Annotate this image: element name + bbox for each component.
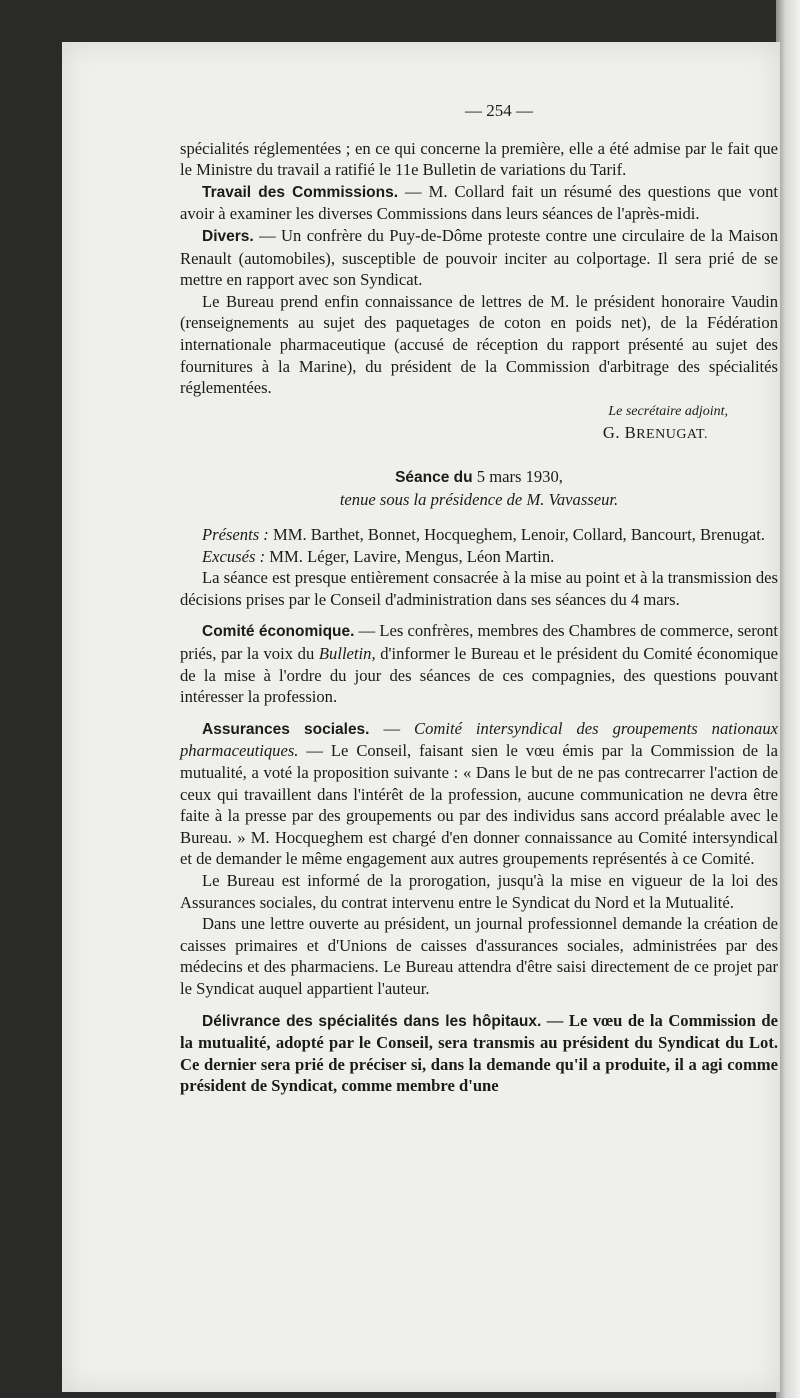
dash: —	[369, 718, 415, 738]
presents-text: MM. Barthet, Bonnet, Hocqueghem, Lenoir, Collard, Bancourt, Brenugat.	[268, 525, 765, 545]
session-title-bold: Séance du	[395, 468, 473, 486]
excuses-text: MM. Léger, Lavire, Mengus, Léon Martin.	[265, 546, 555, 566]
paragraph-text: — Un confrère du Puy-de-Dôme proteste contre une circulaire de la Maison Renault (automobiles), susceptible de pouvoir inciter au colportage. Il sera prié de se mettre en rapport avec son Syndicat.	[180, 225, 778, 290]
paragraph-excuses	[180, 546, 778, 568]
session-title-date: 5 mars 1930,	[472, 466, 563, 486]
paragraph-lettre: Dans une lettre ouverte au président, un journal professionnel demande la création de caisses primaires et d'Unions de caisses d'assurances sociales, administrées par des médecins et des pharmaciens. Le Bureau attendra d'être saisi directement de ce projet par le Syndicat auquel appartient l'auteur.	[180, 914, 778, 998]
session-title	[180, 466, 778, 489]
paragraph-comite	[180, 620, 778, 707]
signature-initial: G. B	[602, 423, 637, 443]
section-heading-travail: Travail des Commissions.	[202, 183, 399, 201]
signature-name	[180, 422, 778, 446]
paragraph-text: — Le vœu de la Commission de la mutualité, adopté par le Conseil, sera transmis au président du Syndicat du Lot. Ce dernier sera prié de préciser si, dans la demande qu'il a produite, il a agi comme président de Syndicat, comme membre d'une	[180, 1010, 779, 1096]
session-subtitle: tenue sous la présidence de M. Vavasseur.	[339, 489, 619, 509]
excuses-label: Excusés :	[202, 546, 266, 566]
paragraph-prorogation: Le Bureau est informé de la prorogation, jusqu'à la mise en vigueur de la loi des Assurances sociales, du contrat intervenu entre le Syndicat du Nord et la Mutualité.	[180, 871, 778, 912]
paragraph-assurances	[180, 718, 778, 870]
section-heading-assurances: Assurances sociales.	[202, 720, 370, 738]
signature-rest: RENUGAT.	[636, 427, 708, 443]
bulletin-italic: Bulletin,	[318, 644, 376, 664]
page-number: — 254 —	[465, 101, 533, 120]
paragraph-text: — Les confrères, membres des Chambres de commerce, seront priés, par la voix du	[180, 621, 779, 664]
paragraph-text: — M. Collard fait un résumé des questions que vont avoir à examiner les diverses Commissions dans leurs séances de l'après-midi.	[180, 181, 778, 224]
section-heading-comite: Comité économique.	[202, 623, 355, 641]
paragraph-delivrance	[180, 1010, 778, 1097]
signature-role: Le secrétaire adjoint,	[608, 403, 728, 419]
section-heading-delivrance: Délivrance des spécialités dans les hôpitaux.	[202, 1012, 542, 1030]
paragraph-intro: La séance est presque entièrement consacrée à la mise au point et à la transmission des décisions prises par le Conseil d'administration dans ses séances du 4 mars.	[180, 568, 778, 609]
assurances-italic: Comité intersyndical des groupements nationaux pharmaceutiques.	[180, 718, 779, 761]
paragraph-continuation: spécialités réglementées ; en ce qui concerne la première, elle a été admise par le fait que le Ministre du travail a ratifié le 11e Bulletin de variations du Tarif.	[180, 138, 778, 180]
presents-label: Présents :	[202, 525, 269, 545]
paragraph-bureau: Le Bureau prend enfin connaissance de lettres de M. le président honoraire Vaudin (renseignements au sujet des paquetages de coton en poids net), de la Fédération internationale pharmaceutique (accusé de réception du rapport présenté au sujet des fournitures à la Marine), du président de la Commission d'arbitrage des spécialités réglementées.	[180, 291, 778, 398]
paragraph-text: — Le Conseil, faisant sien le vœu émis par la Commission de la mutualité, a voté la proposition suivante : « Dans le but de ne pas contrecarrer l'action de ceux qui travaillent dans l'intérêt de la profession, aucune communication ne devra être faite à la presse par des groupements ou par des individus sans accord préalable avec le Bureau. » M. Hocqueghem est chargé d'en donner connaissance au Comité intersyndical et de demander le même engagement aux autres groupements représentés à ce Comité.	[180, 741, 778, 869]
paragraph-travail	[180, 181, 778, 225]
paragraph-presents	[180, 524, 778, 546]
paragraph-text: d'informer le Bureau et le président du Comité économique de la mise à l'ordre du jour des séances de ces compagnies, des questions pouvant intéresser la profession.	[180, 644, 778, 707]
paragraph-divers	[180, 225, 778, 291]
document-text	[180, 100, 778, 1097]
section-heading-divers: Divers.	[202, 227, 254, 245]
